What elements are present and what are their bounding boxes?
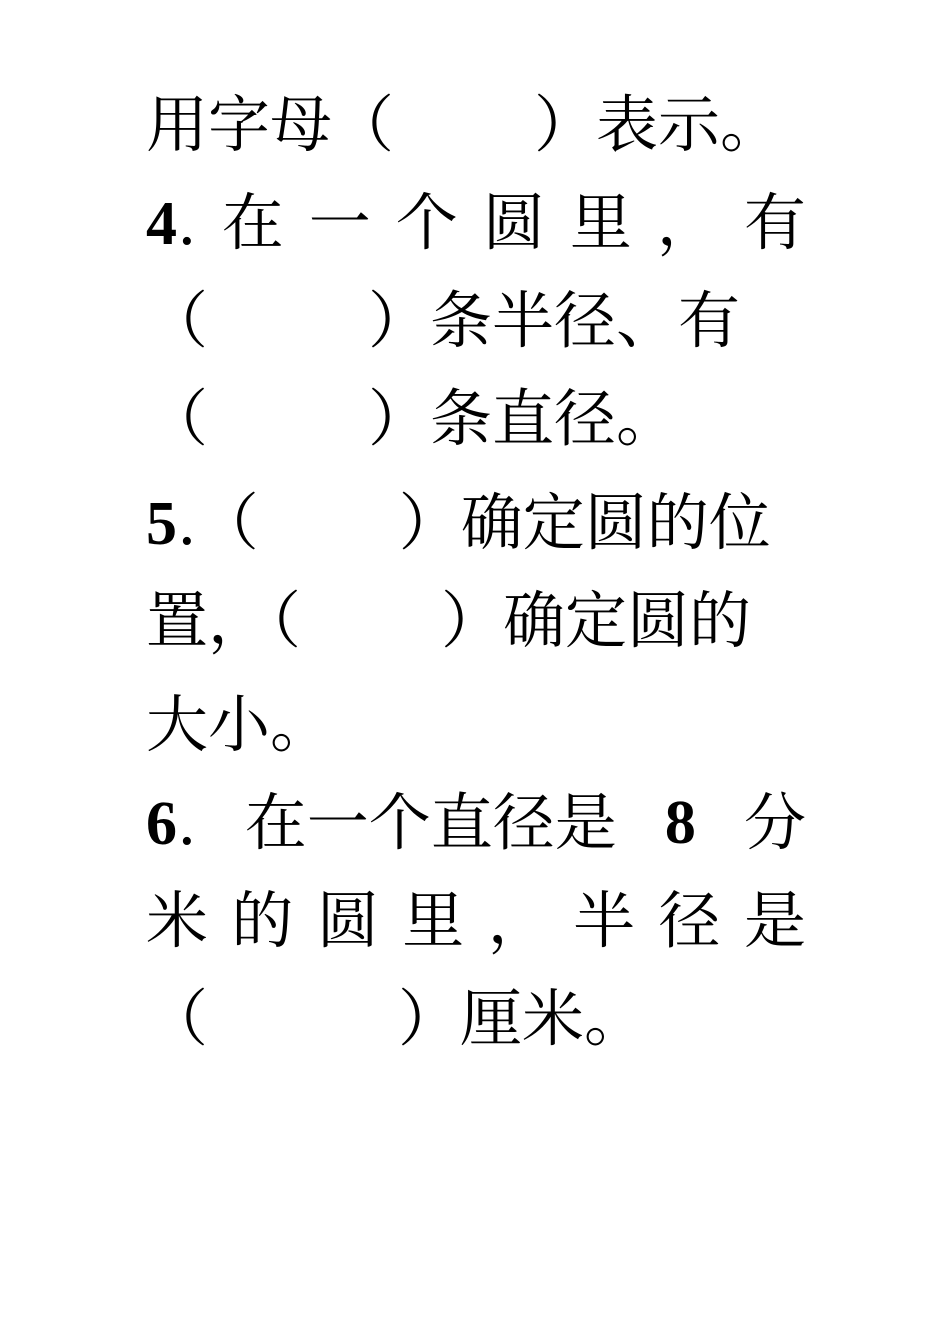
q4-line-1 bbox=[146, 178, 806, 268]
q4-char: 在 bbox=[221, 186, 284, 259]
q5-line-3 bbox=[146, 680, 806, 770]
q4-open-paren-2: （ bbox=[146, 382, 209, 455]
q4-char: 圆 bbox=[482, 186, 545, 259]
q4-char: 里 bbox=[569, 186, 632, 259]
q6-diameter-value: 8 bbox=[664, 789, 696, 857]
q6-unit: 分 bbox=[743, 786, 806, 859]
q6-line-2 bbox=[146, 876, 806, 966]
q6-char: 圆 bbox=[316, 884, 379, 957]
q6-line-3 bbox=[146, 974, 806, 1064]
q3-tail-line bbox=[146, 80, 806, 170]
q5-number: 5 bbox=[146, 490, 177, 558]
q6-char: 半 bbox=[573, 884, 636, 957]
q4-char: 一 bbox=[308, 186, 371, 259]
q6-line1-text: 在一个直径是 bbox=[244, 786, 617, 859]
q4-number: 4. bbox=[146, 185, 197, 259]
q4-open-paren: （ bbox=[146, 284, 209, 357]
q4-line2-text: ）条半径、有 bbox=[368, 284, 741, 357]
q4-char: 个 bbox=[395, 186, 458, 259]
q4-char: ， bbox=[656, 186, 719, 259]
q5-line3-text: 大小。 bbox=[146, 688, 333, 761]
q4-line3-text: ）条直径。 bbox=[368, 382, 679, 455]
q6-char: 径 bbox=[658, 884, 721, 957]
q6-open-paren: （ bbox=[146, 982, 209, 1055]
q5-open-paren: .（ bbox=[177, 486, 259, 559]
q4-line-3 bbox=[146, 374, 806, 464]
q4-line-2 bbox=[146, 276, 806, 366]
q6-char: 的 bbox=[231, 884, 294, 957]
q4-char: 有 bbox=[743, 186, 806, 259]
q6-char: 里 bbox=[402, 884, 465, 957]
q3-text-before-blank: 用字母（ bbox=[146, 88, 395, 161]
q3-text-after-blank: ）表示。 bbox=[534, 88, 783, 161]
q5-line2-start: 置，（ bbox=[146, 584, 302, 657]
q6-number: 6. bbox=[146, 785, 197, 859]
q6-char: 米 bbox=[146, 884, 209, 957]
q6-char: 是 bbox=[743, 884, 806, 957]
q5-line2-text: ）确定圆的 bbox=[441, 584, 752, 657]
q6-line3-text: ）厘米。 bbox=[398, 982, 647, 1055]
q5-line-2 bbox=[146, 576, 806, 666]
q6-char: ， bbox=[487, 884, 550, 957]
q5-line1-text: ）确定圆的位 bbox=[398, 486, 771, 559]
q6-line-1 bbox=[146, 778, 806, 868]
q5-line-1 bbox=[146, 478, 806, 568]
